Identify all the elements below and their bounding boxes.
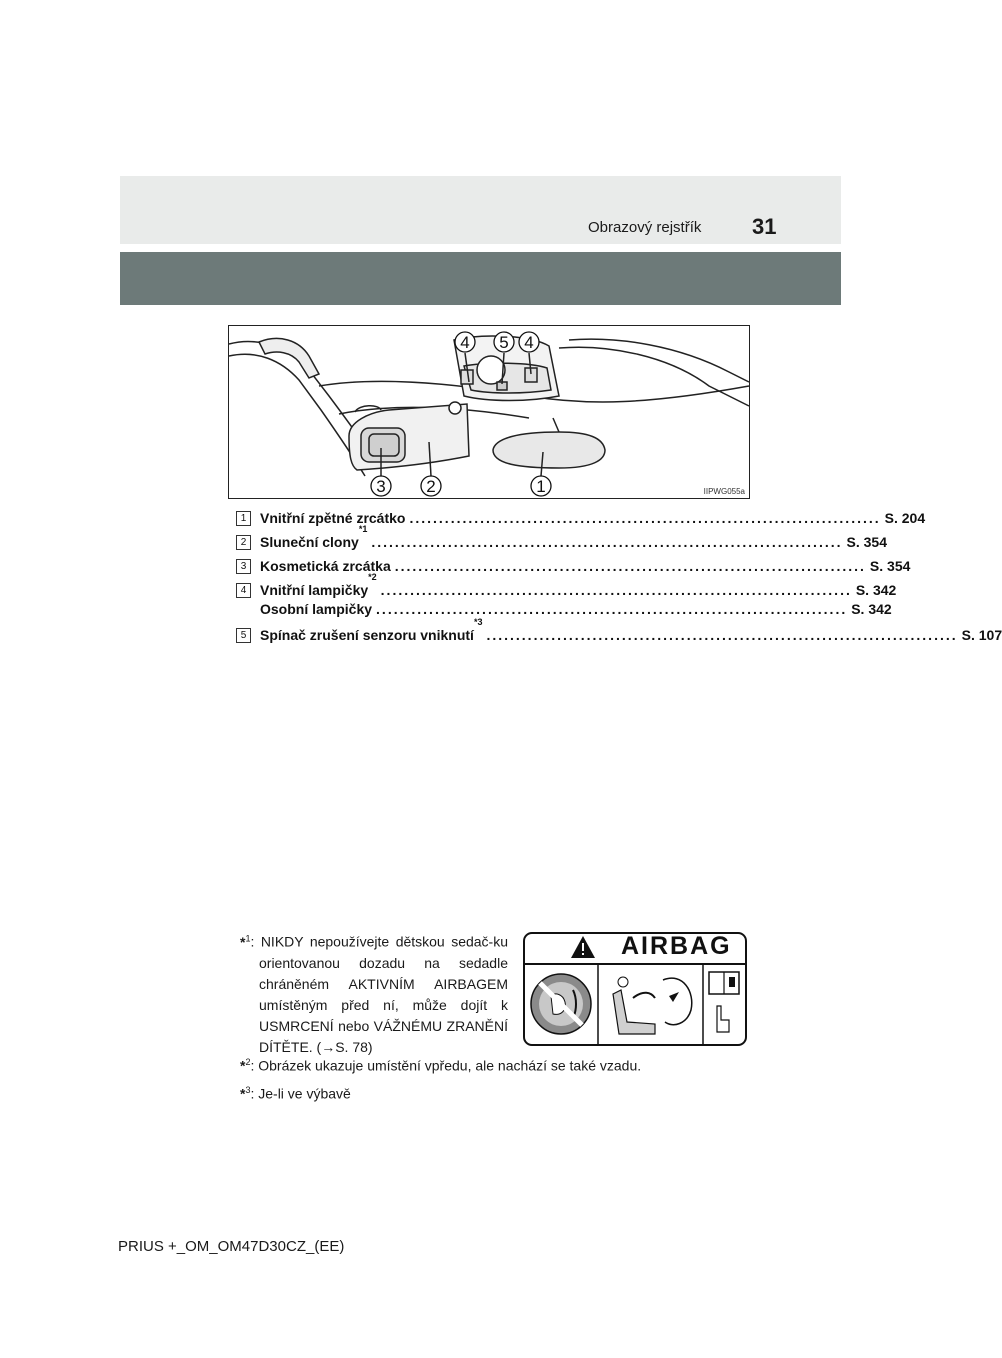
leader-dots: ................................................................................ bbox=[376, 601, 848, 617]
legend-label: Vnitřní zpětné zrcátko bbox=[260, 510, 406, 526]
legend-number: 5 bbox=[236, 628, 251, 643]
callout-3: 3 bbox=[376, 477, 386, 496]
header-band bbox=[120, 176, 841, 244]
airbag-warning-label bbox=[523, 932, 747, 1046]
legend-number: 3 bbox=[236, 559, 251, 574]
page-ref-link[interactable]: S. 107 bbox=[961, 627, 1002, 643]
callout-5: 5 bbox=[499, 333, 509, 352]
legend-number: 2 bbox=[236, 535, 251, 550]
leader-dots: ................................................................................ bbox=[409, 510, 881, 526]
page-ref-link[interactable]: S. 354 bbox=[846, 534, 887, 550]
leader-dots: ................................................................................ bbox=[394, 558, 866, 574]
document-code: PRIUS +_OM_OM47D30CZ_(EE) bbox=[118, 1238, 345, 1255]
legend-list bbox=[236, 506, 1002, 647]
callout-4b: 4 bbox=[524, 333, 534, 352]
footnote-mark: *3 bbox=[473, 617, 483, 627]
interior-illustration bbox=[229, 326, 749, 498]
footnote-number: 2 bbox=[245, 1057, 251, 1067]
footnote-mark: *2 bbox=[368, 572, 377, 582]
page-ref-link[interactable]: S. 342 bbox=[851, 601, 892, 617]
legend-item bbox=[236, 524, 887, 554]
callout-1: 1 bbox=[536, 477, 546, 496]
legend-label: Kosmetická zrcátka bbox=[260, 558, 391, 574]
callout-2: 2 bbox=[426, 477, 436, 496]
footnote-number: 1 bbox=[245, 933, 251, 943]
legend-number: 1 bbox=[236, 511, 251, 526]
legend-item bbox=[236, 506, 926, 530]
figure-id: IIPWG055a bbox=[703, 487, 745, 496]
legend-item bbox=[236, 554, 911, 578]
footnote-number: 3 bbox=[245, 1085, 251, 1095]
legend-label: Vnitřní lampičky bbox=[260, 582, 369, 598]
leader-dots: ................................................................................ bbox=[486, 627, 958, 643]
interior-figure bbox=[228, 325, 750, 499]
leader-dots: ................................................................................ bbox=[371, 534, 843, 550]
footnote-text: : Obrázek ukazuje umístění vpředu, ale nachází se také vzadu. bbox=[250, 1057, 642, 1074]
page-ref-link[interactable]: S. 342 bbox=[855, 582, 897, 598]
footnote-star: * bbox=[240, 1085, 246, 1102]
page-ref-link[interactable]: S. 204 bbox=[884, 510, 926, 526]
legend-number: 4 bbox=[236, 583, 251, 598]
footnote-3 bbox=[240, 1080, 740, 1105]
footnote-text: : NIKDY nepoužívejte dětskou sedač-ku orientovanou dozadu na sedadle chráněném AKTIVNÍM AIRBAGEM umístěným před ní, může dojít k USMRCENÍ nebo VÁŽNÉMU ZRANĚNÍ DÍTĚTE. (→S. 78) bbox=[250, 933, 508, 1055]
callout-4a: 4 bbox=[460, 333, 470, 352]
footnote-star: * bbox=[240, 1057, 246, 1074]
legend-item bbox=[236, 617, 1002, 647]
page-number: 31 bbox=[752, 214, 777, 239]
legend-label: Spínač zrušení senzoru vniknutí bbox=[260, 627, 474, 643]
footnote-text: : Je-li ve výbavě bbox=[250, 1085, 351, 1102]
page-ref-link[interactable]: S. 354 bbox=[869, 558, 911, 574]
section-title: Obrazový rejstřík bbox=[588, 219, 702, 236]
section-bar bbox=[120, 252, 841, 305]
footnote-1 bbox=[240, 928, 508, 1058]
footnote-star: * bbox=[240, 933, 246, 950]
footnote-mark: *1 bbox=[358, 524, 368, 534]
legend-label: Sluneční clony bbox=[260, 534, 359, 550]
footnote-2 bbox=[240, 1052, 740, 1077]
leader-dots: ................................................................................ bbox=[380, 582, 852, 598]
legend-label: Osobní lampičky bbox=[260, 601, 373, 617]
airbag-word: AIRBAG bbox=[621, 932, 732, 960]
